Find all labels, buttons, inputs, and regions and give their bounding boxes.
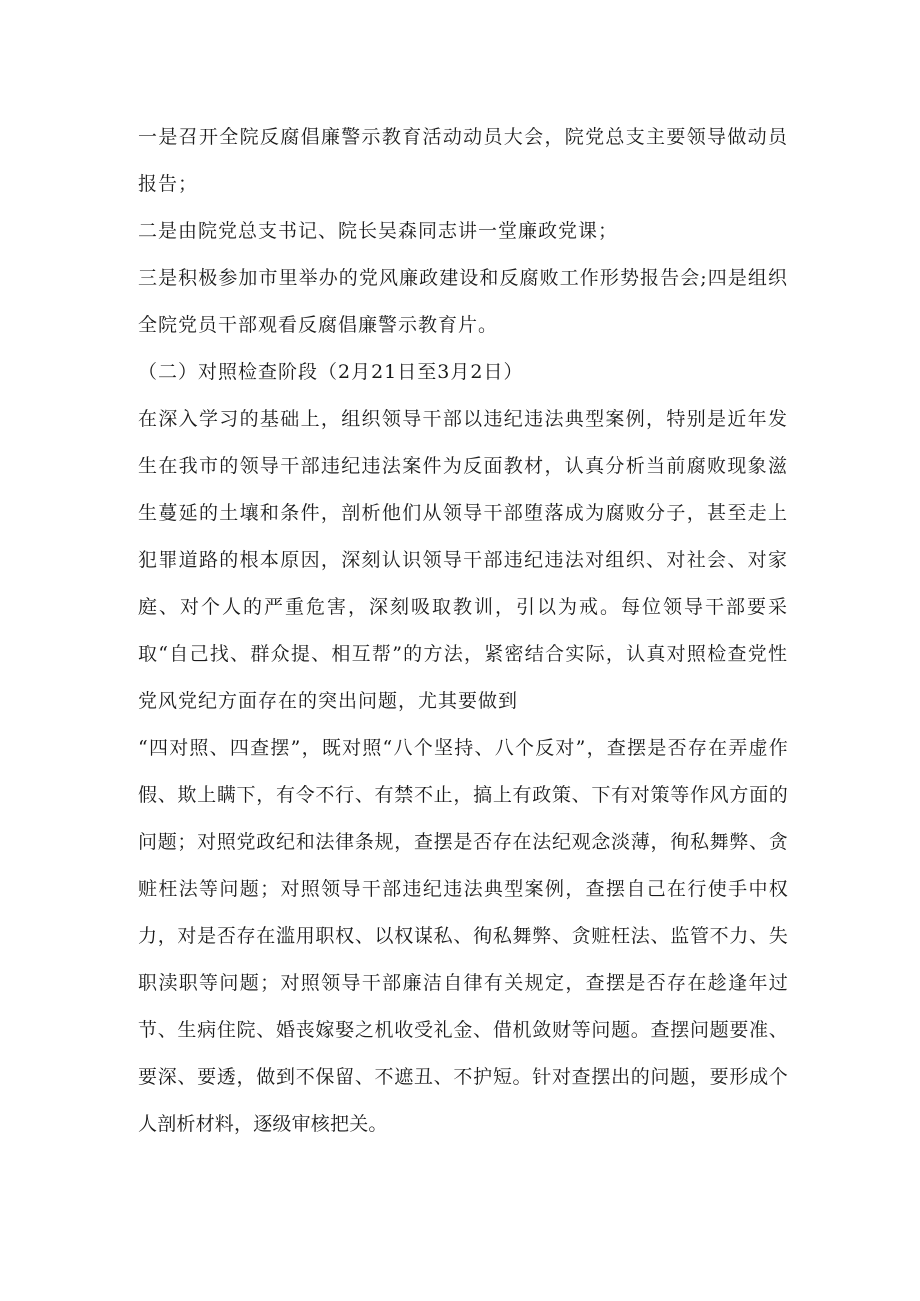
paragraph-integrity-lecture: 二是由院党总支书记、院长吴森同志讲一堂廉政党课； xyxy=(138,220,619,242)
section-heading-comparison-stage: （二）对照检查阶段（2月21日至3月2日） xyxy=(138,361,524,383)
paragraph-mobilization-meeting: 一是召开全院反腐倡廉警示教育活动动员大会，院党总支主要领导做动员报告； xyxy=(138,126,788,195)
paragraph-report-meeting: 三是积极参加市里举办的党风廉政建设和反腐败工作形势报告会;四是组织全院党员干部观看反腐倡廉警示教育片。 xyxy=(138,267,788,336)
document-body xyxy=(138,114,788,1148)
paragraph-case-analysis: 在深入学习的基础上，组织领导干部以违纪违法典型案例，特别是近年发生在我市的领导干部违纪违法案件为反面教材，认真分析当前腐败现象滋生蔓延的土壤和条件，剖析他们从领导干部堕落成为腐败分子，甚至走上犯罪道路的根本原因，深刻认识领导干部违纪违法对组织、对社会、对家庭、对个人的严重危害，深刻吸取教训，引以为戒。每位领导干部要采取“自己找、群众提、相互帮”的方法，紧密结合实际，认真对照检查党性党风党纪方面存在的突出问题，尤其要做到 xyxy=(138,408,788,712)
paragraph-four-comparisons: “四对照、四查摆”，既对照“八个坚持、八个反对”，查摆是否存在弄虚作假、欺上瞒下，有令不行、有禁不止，搞上有政策、下有对策等作风方面的问题；对照党政纪和法律条规，查摆是否存在法纪观念淡薄，徇私舞弊、贪赃枉法等问题；对照领导干部违纪违法典型案例，查摆自己在行使手中权力，对是否存在滥用职权、以权谋私、徇私舞弊、贪赃枉法、监管不力、失职渎职等问题；对照领导干部廉洁自律有关规定，查摆是否存在趁逢年过节、生病住院、婚丧嫁娶之机收受礼金、借机敛财等问题。查摆问题要准、要深、要透，做到不保留、不遮丑、不护短。针对查摆出的问题，要形成个人剖析材料，逐级审核把关。 xyxy=(138,737,788,1135)
